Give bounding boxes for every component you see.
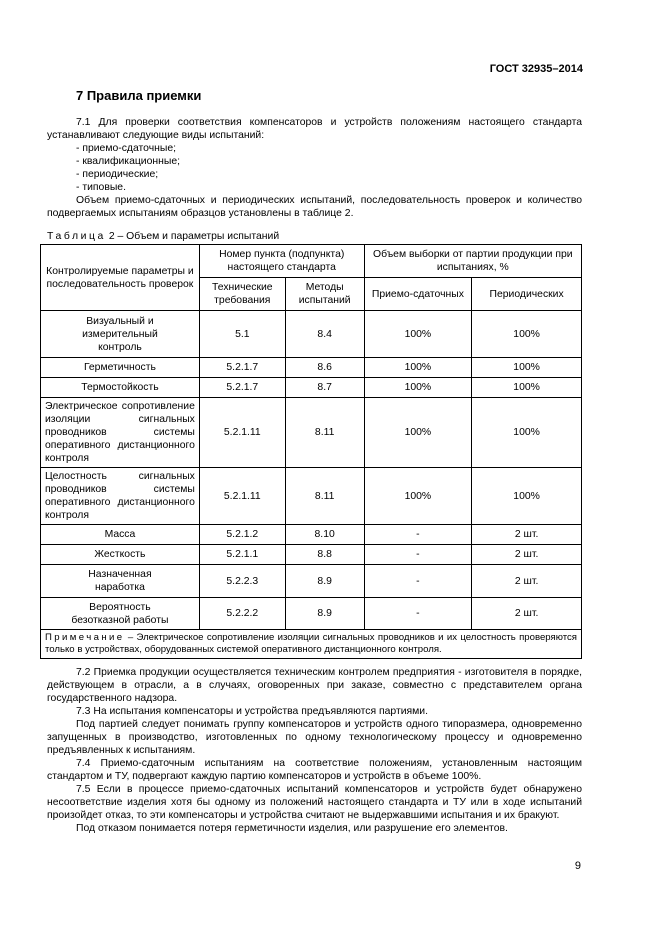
table-row	[41, 565, 582, 598]
periodic-cell: 100%	[472, 378, 582, 398]
req-cell: 5.2.1.11	[199, 468, 285, 525]
table-caption-word: Таблица	[47, 231, 106, 242]
param-cell: Герметичность	[41, 358, 200, 378]
periodic-cell: 2 шт.	[472, 545, 582, 565]
acceptance-cell: 100%	[364, 311, 472, 358]
req-cell: 5.2.2.2	[199, 598, 285, 630]
paragraph-7-5-failure: Под отказом понимается потеря герметичности изделия, или разрушение его элементов.	[76, 823, 508, 834]
req-cell: 5.2.1.2	[199, 525, 285, 545]
param-cell: Жесткость	[41, 545, 200, 565]
param-cell: Электрическое сопротивление изоляции сигнальных проводников системы оперативного дистанционного контроля	[41, 398, 200, 468]
section-title: 7 Правила приемки	[76, 88, 202, 103]
param-cell: Масса	[41, 525, 200, 545]
table-row	[41, 358, 582, 378]
header-params: Контролируемые параметры и последовательность проверок	[41, 245, 200, 311]
page-number: 9	[574, 860, 581, 872]
table-row	[41, 468, 582, 525]
list-item: - приемо-сдаточные;	[76, 143, 177, 154]
parameters-table	[40, 244, 582, 659]
method-cell: 8.7	[285, 378, 364, 398]
method-cell: 8.4	[285, 311, 364, 358]
param-cell: Назначенная наработка	[41, 565, 200, 598]
req-cell: 5.2.1.7	[199, 358, 285, 378]
list-item: - квалификационные;	[76, 156, 180, 167]
paragraph-7-1: 7.1 Для проверки соответствия компенсаторов и устройств положениям настоящего стандарта устанавливают следующие виды испытаний:	[47, 117, 582, 141]
paragraph-7-3-batch: Под партией следует понимать группу компенсаторов и устройств одного типоразмера, одновременно запущенных в производство, изготовленных по одному технологическому процессу и одновременно предъявленных к испытаниям.	[47, 719, 582, 756]
list-item: - типовые.	[76, 182, 126, 193]
acceptance-cell: -	[364, 525, 472, 545]
periodic-cell: 2 шт.	[472, 525, 582, 545]
paragraph-7-4: 7.4 Приемо-сдаточным испытаниям на соответствие положениям, установленным настоящим стандартом и ТУ, подвергают каждую партию компенсаторов и устройств в объеме 100%.	[47, 758, 582, 782]
table-caption-rest: 2 – Объем и параметры испытаний	[105, 231, 280, 242]
acceptance-cell: 100%	[364, 468, 472, 525]
page-header-code: ГОСТ 32935–2014	[489, 63, 583, 75]
table-row	[41, 545, 582, 565]
param-cell: Визуальный и измерительный контроль	[41, 311, 200, 358]
req-cell: 5.1	[199, 311, 285, 358]
periodic-cell: 100%	[472, 311, 582, 358]
note-label: Примечание	[45, 632, 125, 643]
header-sample: Объем выборки от партии продукции при испытаниях, %	[364, 245, 581, 278]
acceptance-cell: -	[364, 598, 472, 630]
header-methods: Методы испытаний	[285, 278, 364, 311]
table-note	[41, 630, 582, 659]
table-note-row	[41, 630, 582, 659]
method-cell: 8.11	[285, 468, 364, 525]
req-cell: 5.2.1.7	[199, 378, 285, 398]
acceptance-cell: 100%	[364, 398, 472, 468]
req-cell: 5.2.1.11	[199, 398, 285, 468]
acceptance-cell: 100%	[364, 378, 472, 398]
note-text: – Электрическое сопротивление изоляции сигнальных проводников и их целостность проверяются только в устройствах, оборудованных системой оперативного дистанционного контроля.	[45, 632, 577, 655]
table-caption	[47, 231, 279, 242]
param-cell: Термостойкость	[41, 378, 200, 398]
header-periodic: Периодических	[472, 278, 582, 311]
header-tech: Технические требования	[199, 278, 285, 311]
table-header-row	[41, 245, 582, 278]
acceptance-cell: -	[364, 565, 472, 598]
paragraph-7-3: 7.3 На испытания компенсаторы и устройства предъявляются партиями.	[76, 706, 428, 717]
method-cell: 8.6	[285, 358, 364, 378]
table-row	[41, 598, 582, 630]
paragraph-7-2: 7.2 Приемка продукции осуществляется техническим контролем предприятия - изготовителя в порядке, действующем в отрасли, а в случаях, оговоренных при заказе, совместно с представителем органа государственного надзора.	[47, 667, 582, 704]
periodic-cell: 2 шт.	[472, 598, 582, 630]
table-row	[41, 525, 582, 545]
periodic-cell: 100%	[472, 358, 582, 378]
param-cell: Целостность сигнальных проводников системы оперативного дистанционного контроля	[41, 468, 200, 525]
method-cell: 8.10	[285, 525, 364, 545]
table-row	[41, 378, 582, 398]
method-cell: 8.8	[285, 545, 364, 565]
method-cell: 8.9	[285, 565, 364, 598]
method-cell: 8.11	[285, 398, 364, 468]
periodic-cell: 2 шт.	[472, 565, 582, 598]
req-cell: 5.2.1.1	[199, 545, 285, 565]
body-block	[47, 666, 582, 835]
paragraph-table-ref: Объем приемо-сдаточных и периодических испытаний, последовательность проверок и количество подвергаемых испытаниям образцов установлены в таблице 2.	[47, 195, 582, 219]
periodic-cell: 100%	[472, 398, 582, 468]
header-clause: Номер пункта (подпункта) настоящего стандарта	[199, 245, 364, 278]
list-item: - периодические;	[76, 169, 159, 180]
table-row	[41, 311, 582, 358]
header-acceptance: Приемо-сдаточных	[364, 278, 472, 311]
paragraph-7-5: 7.5 Если в процессе приемо-сдаточных испытаний компенсаторов и устройств будет обнаружено несоответствие изделия хотя бы одному из положений настоящего стандарта и ТУ или в ходе испытаний произойдет отказ, то эти компенсаторы и устройства считают не выдержавшими испытания и их бракуют.	[47, 784, 582, 821]
periodic-cell: 100%	[472, 468, 582, 525]
req-cell: 5.2.2.3	[199, 565, 285, 598]
acceptance-cell: 100%	[364, 358, 472, 378]
method-cell: 8.9	[285, 598, 364, 630]
table-row	[41, 398, 582, 468]
param-cell: Вероятность безотказной работы	[41, 598, 200, 630]
intro-block	[47, 116, 582, 220]
acceptance-cell: -	[364, 545, 472, 565]
